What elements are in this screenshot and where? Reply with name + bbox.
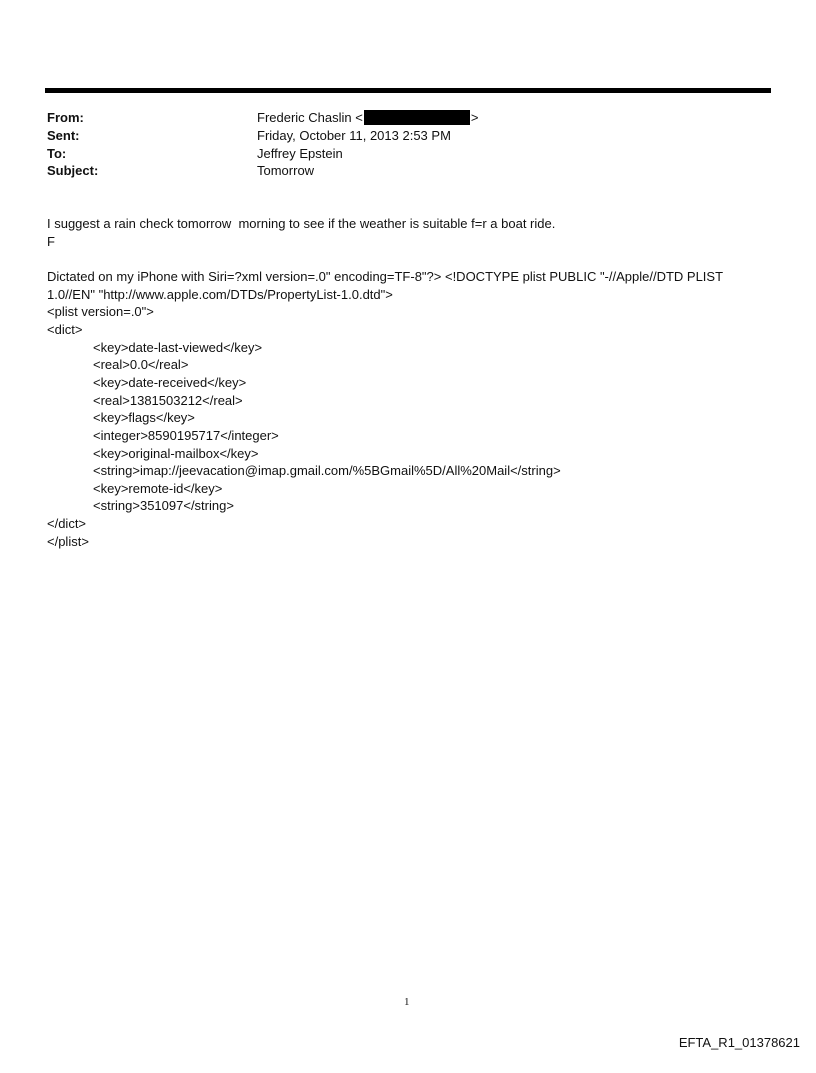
dict-open: <dict> <box>47 321 83 337</box>
signature: F <box>47 233 55 249</box>
from-bracket-open: < <box>355 110 363 125</box>
sent-value: Friday, October 11, 2013 2:53 PM <box>257 127 451 143</box>
page-number: 1 <box>404 996 410 1008</box>
email-header <box>47 109 478 180</box>
header-rule <box>45 88 771 93</box>
dict-line: <integer>8590195717</integer> <box>93 427 279 443</box>
dict-line: <real>1381503212</real> <box>93 392 243 408</box>
dict-line: <key>remote-id</key> <box>93 480 223 496</box>
blank-line <box>47 250 767 268</box>
plist-open: <plist version=.0"> <box>47 304 154 320</box>
dict-line: <string>351097</string> <box>93 498 234 514</box>
dict-line: <string>imap://jeevacation@imap.gmail.com/%5BGmail%5D/All%20Mail</string> <box>93 463 561 479</box>
email-body <box>47 215 767 550</box>
dict-line: <key>original-mailbox</key> <box>93 445 259 461</box>
subject-row <box>47 162 478 180</box>
from-value <box>257 109 478 127</box>
subject-value: Tomorrow <box>257 163 315 179</box>
redaction-box <box>364 110 470 125</box>
dict-line: <key>date-received</key> <box>93 374 247 390</box>
dictated-line-1: Dictated on my iPhone with Siri=?xml version=.0" encoding=TF-8"?> <!DOCTYPE plist PUBLIC "-//Apple//DTD PLIST <box>47 268 724 284</box>
from-row <box>47 109 478 127</box>
to-value: Jeffrey Epstein <box>257 145 343 161</box>
dict-line: <real>0.0</real> <box>93 357 189 373</box>
sent-label: Sent: <box>47 127 80 143</box>
subject-label: Subject: <box>47 163 99 179</box>
to-row <box>47 145 478 163</box>
to-label: To: <box>47 145 67 161</box>
from-bracket-close: > <box>470 110 479 125</box>
from-name: Frederic Chaslin <box>257 110 352 125</box>
message-text: I suggest a rain check tomorrow morning to see if the weather is suitable f=r a boat ride. <box>47 216 556 231</box>
dictated-line-2: 1.0//EN" "http://www.apple.com/DTDs/PropertyList-1.0.dtd"> <box>47 286 393 302</box>
dict-line: <key>flags</key> <box>93 410 195 426</box>
dict-close: </dict> <box>47 516 87 532</box>
plist-close: </plist> <box>47 533 89 549</box>
document-id: EFTA_R1_01378621 <box>678 1035 800 1050</box>
dict-line: <key>date-last-viewed</key> <box>93 339 263 355</box>
from-label: From: <box>47 110 84 125</box>
sent-row <box>47 127 478 145</box>
